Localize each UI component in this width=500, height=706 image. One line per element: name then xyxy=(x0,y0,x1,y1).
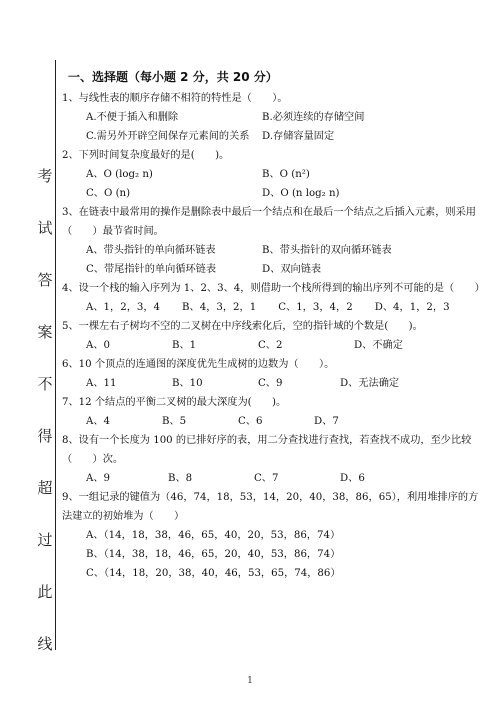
question-stem: 6、10 个顶点的连通图的深度优先生成树的边数为（ ）。 xyxy=(62,359,335,370)
option: B、（14，38，18，46，65，20，40，53，86，74） xyxy=(86,549,341,560)
option: C、O (n) xyxy=(86,188,131,199)
margin-char: 得 xyxy=(37,427,53,445)
option: B、1 xyxy=(172,340,197,351)
option: A、带头指针的单向循环链表 xyxy=(86,245,216,256)
option-row xyxy=(62,469,480,488)
option-row xyxy=(62,412,480,431)
option: A、1，2，3，4 xyxy=(86,302,161,313)
question-stem: 8、设有一个长度为 100 的已排好序的表，用二分查找进行查找，若查找不成功，至少比较（ ）次。 xyxy=(62,435,472,465)
option: B、10 xyxy=(172,378,203,389)
option-row xyxy=(62,374,480,393)
option: D、无法确定 xyxy=(340,378,400,389)
option: A、0 xyxy=(86,340,111,351)
option-row xyxy=(62,108,480,127)
option: A.不便于插入和删除 xyxy=(86,112,179,123)
margin-char: 试 xyxy=(37,219,53,237)
option: A、O (log₂ n) xyxy=(86,169,153,180)
option: D、不确定 xyxy=(354,340,403,351)
option: C、带尾指针的单向循环链表 xyxy=(86,264,217,275)
option-row xyxy=(62,298,480,317)
option: C、6 xyxy=(238,416,263,427)
option: A、（14，18，38，46，65，40，20，53，86，74） xyxy=(86,530,341,541)
option: C、7 xyxy=(254,473,279,484)
option: A、9 xyxy=(86,473,111,484)
option: B、4，3，2，1 xyxy=(182,302,257,313)
option: C、9 xyxy=(258,378,283,389)
margin-char: 线 xyxy=(37,635,53,653)
option: D、4，1，2，3 xyxy=(374,302,450,313)
question-stem: 7、12 个结点的平衡二叉树的最大深度为( )。 xyxy=(62,397,287,408)
binding-line xyxy=(55,60,56,650)
option: D、O (n log₂ n) xyxy=(262,188,340,199)
option: B、8 xyxy=(168,473,193,484)
option: B.必须连续的存储空间 xyxy=(262,112,365,123)
margin-char: 超 xyxy=(37,479,53,497)
option: D、7 xyxy=(314,416,339,427)
question-stem: 5、一棵左右子树均不空的二叉树在中序线索化后，空的指针域的个数是( )。 xyxy=(62,321,423,332)
question-stem: 2、下列时间复杂度最好的是( )。 xyxy=(62,150,230,161)
page-number: 1 xyxy=(247,676,253,686)
option: C、1，3，4，2 xyxy=(278,302,353,313)
margin-char: 考 xyxy=(37,167,53,185)
option-row xyxy=(62,336,480,355)
option-row xyxy=(62,184,480,203)
option: D、6 xyxy=(340,473,365,484)
option: C、（14，18，20，38，40，46，53，65，74，86） xyxy=(86,568,341,579)
section-title: 一、选择题（每小题 2 分，共 20 分） xyxy=(68,70,278,84)
option: B、带头指针的双向循环链表 xyxy=(262,245,392,256)
margin-char: 此 xyxy=(37,583,53,601)
option-row xyxy=(62,241,480,260)
margin-char: 不 xyxy=(37,375,53,393)
question-stem: 9、一组记录的键值为（46，74，18，53，14，20，40，38，86，65），利用堆排序的方法建立的初始堆为（ ） xyxy=(62,492,479,522)
option: A、11 xyxy=(86,378,117,389)
question-stem: 1、与线性表的顺序存储不相符的特性是（ ）。 xyxy=(62,93,288,104)
option-row xyxy=(62,260,480,279)
question-stem: 4、设一个栈的输入序列为 1、2、3、4，则借助一个栈所得到的输出序列不可能的是（ ） xyxy=(62,283,485,294)
question-stem: 3、在链表中最常用的操作是删除表中最后一个结点和在最后一个结点之后插入元素，则采用（ ）最节省时间。 xyxy=(62,207,476,237)
margin-char: 过 xyxy=(37,531,53,549)
margin-char: 案 xyxy=(37,323,53,341)
option: C.需另外开辟空间保存元素间的关系 xyxy=(86,131,250,142)
option: B、O (n²) xyxy=(262,169,310,180)
exam-content xyxy=(62,68,485,583)
option: C、2 xyxy=(258,340,283,351)
option: B、5 xyxy=(162,416,187,427)
option: A、4 xyxy=(86,416,111,427)
option-row xyxy=(62,127,480,146)
option: D、双向链表 xyxy=(262,264,322,275)
option: D.存储容量固定 xyxy=(262,131,335,142)
option-row xyxy=(62,165,480,184)
margin-char: 答 xyxy=(37,271,53,289)
